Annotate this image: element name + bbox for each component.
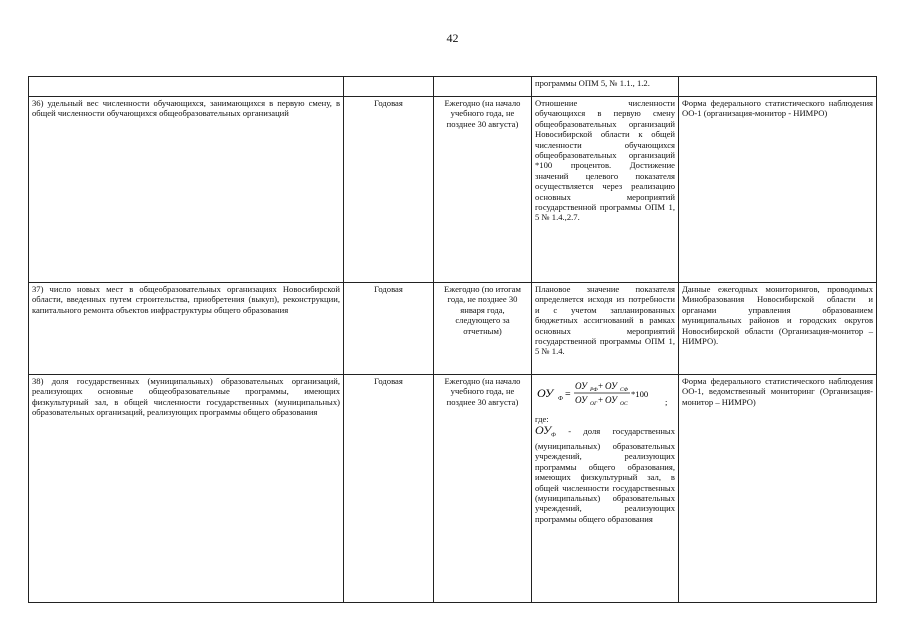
method-cell: Плановое значение показателя определяется исходя из потребности и с учетом запланированных бюджетных ассигнований в рамках основных мероприятий государственной программы ОПМ 1, 5 № 1.4. bbox=[532, 283, 679, 375]
formula-plus-bottom: + bbox=[598, 395, 604, 405]
timing-cell: Ежегодно (на начало учебного года, не позднее 30 августа) bbox=[434, 375, 532, 603]
formula-semicolon: ; bbox=[665, 397, 668, 407]
formula-num-b: ОУ bbox=[605, 381, 618, 391]
definition-symbol-sub: Ф bbox=[551, 432, 556, 439]
table-row bbox=[29, 283, 877, 375]
formula-lhs-sub: Ф bbox=[558, 396, 563, 402]
periodicity-cell: Годовая bbox=[344, 283, 434, 375]
table-row bbox=[29, 97, 877, 283]
timing-cell: Ежегодно (по итогам года, не позднее 30 января года, следующего за отчетным) bbox=[434, 283, 532, 375]
formula-lhs: ОУ bbox=[537, 386, 554, 400]
source-cell bbox=[679, 77, 877, 97]
indicator-cell bbox=[29, 77, 344, 97]
indicators-table bbox=[28, 76, 877, 603]
formula-num-b-sub: СФ bbox=[620, 387, 629, 393]
formula bbox=[537, 378, 677, 408]
indicator-cell: 38) доля государственных (муниципальных) образовательных организаций, реализующих основные общеобразовательные программы, имеющих физкультурный зал, в общей численности государственных (муниципальных) образовательных организаций, реализующих программы общего образования bbox=[29, 375, 344, 603]
formula-times: *100 bbox=[631, 389, 649, 399]
formula-num-a-sub: РФ bbox=[590, 387, 598, 393]
timing-cell bbox=[434, 77, 532, 97]
definition-body: - доля государственных (муниципальных) образовательных учреждений, реализующих программы общего образования, имеющих физкультурный зал, в общей численности государственных (муниципальных) образовательных учреждений, реализующих программы общего образования bbox=[535, 425, 675, 524]
periodicity-cell bbox=[344, 77, 434, 97]
source-cell: Данные ежегодных мониторингов, проводимых Минобразования Новосибирской области и органами управления образованием муниципальных районов и городских округов Новосибирской области (Организация-монитор – НИМРО). bbox=[679, 283, 877, 375]
source-cell: Форма федерального статистического наблюдения ОО-1 (организация-монитор - НИМРО) bbox=[679, 97, 877, 283]
method-cell: Отношение численности обучающихся в первую смену общеобразовательных организаций Новосибирской области к общей численности обучающихся общеобразовательных организаций *100 процентов. Достижение значений целевого показателя осуществляется через реализацию основных мероприятий государственной программы ОПМ 1, 5 № 1.4.,2.7. bbox=[532, 97, 679, 283]
formula-equals: = bbox=[565, 389, 571, 400]
table-row bbox=[29, 77, 877, 97]
formula-plus-top: + bbox=[598, 381, 604, 391]
formula-den-a-sub: ОГ bbox=[590, 401, 598, 407]
method-cell: программы ОПМ 5, № 1.1., 1.2. bbox=[532, 77, 679, 97]
formula-den-b-sub: ОС bbox=[620, 401, 628, 407]
periodicity-cell: Годовая bbox=[344, 375, 434, 603]
formula-den-b: ОУ bbox=[605, 395, 618, 405]
indicator-cell: 36) удельный вес численности обучающихся, занимающихся в первую смену, в общей численности обучающихся общеобразовательных организаций bbox=[29, 97, 344, 283]
formula-num-a: ОУ bbox=[575, 381, 588, 391]
definition-symbol: ОУ bbox=[535, 422, 552, 437]
definition-text bbox=[535, 422, 675, 524]
method-cell bbox=[532, 375, 679, 603]
source-cell: Форма федерального статистического наблюдения ОО-1, ведомственный мониторинг (Организация-монитор – НИМРО) bbox=[679, 375, 877, 603]
where-label: где: bbox=[535, 414, 549, 425]
table-row bbox=[29, 375, 877, 603]
formula-den-a: ОУ bbox=[575, 395, 588, 405]
timing-cell: Ежегодно (на начало учебного года, не позднее 30 августа) bbox=[434, 97, 532, 283]
indicator-cell: 37) число новых мест в общеобразовательных организациях Новосибирской области, введенных путем строительства, приобретения (выкуп), реконструкции, капитального ремонта объектов инфраструктуры общего образования bbox=[29, 283, 344, 375]
periodicity-cell: Годовая bbox=[344, 97, 434, 283]
page-number: 42 bbox=[446, 31, 459, 45]
